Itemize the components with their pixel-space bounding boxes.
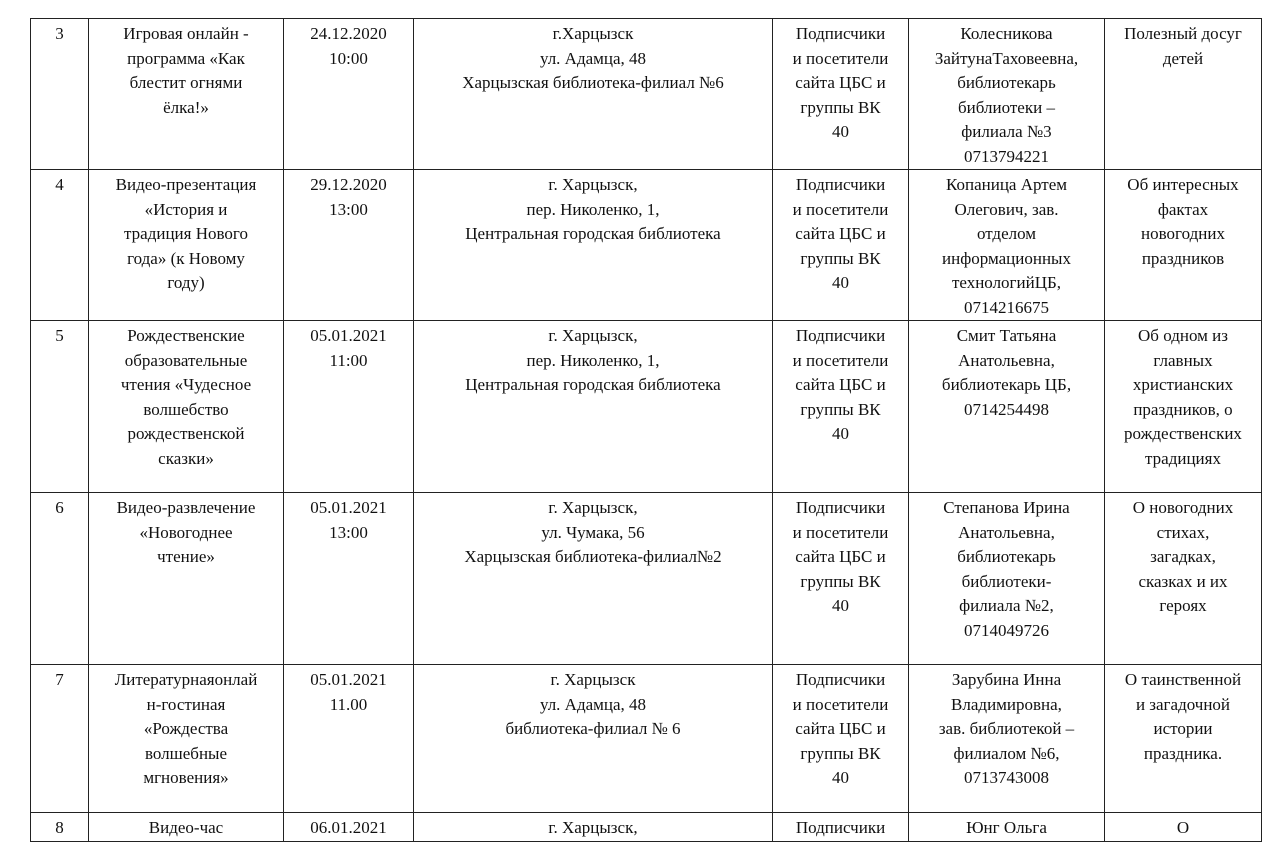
event-datetime-cell: 05.01.2021 11.00: [284, 665, 414, 813]
event-datetime-cell: 06.01.2021: [284, 813, 414, 842]
table-row: [31, 493, 1262, 665]
event-audience-cell: Подписчики: [773, 813, 909, 842]
table-row: [31, 321, 1262, 493]
event-place-cell: г. Харцызск, пер. Николенко, 1, Центральная городская библиотека: [414, 321, 773, 493]
event-audience-cell: Подписчики и посетители сайта ЦБС и группы ВК 40: [773, 493, 909, 665]
event-title-cell: Видео-презентация «История и традиция Нового года» (к Новому году): [89, 170, 284, 321]
event-note-cell: О таинственной и загадочной истории праздника.: [1105, 665, 1262, 813]
table-row: [31, 813, 1262, 842]
event-note-cell: Об одном из главных христианских праздников, о рождественских традициях: [1105, 321, 1262, 493]
events-table: [30, 18, 1262, 842]
event-responsible-cell: Копаница Артем Олегович, зав. отделом информационных технологийЦБ, 0714216675: [909, 170, 1105, 321]
event-datetime-cell: 29.12.2020 13:00: [284, 170, 414, 321]
event-responsible-cell: Степанова Ирина Анатольевна, библиотекарь библиотеки- филиала №2, 0714049726: [909, 493, 1105, 665]
row-number-cell: 4: [31, 170, 89, 321]
table-row: [31, 19, 1262, 170]
row-number-cell: 6: [31, 493, 89, 665]
event-note-cell: Полезный досуг детей: [1105, 19, 1262, 170]
event-note-cell: Об интересных фактах новогодних праздников: [1105, 170, 1262, 321]
event-note-cell: О новогодних стихах, загадках, сказках и их героях: [1105, 493, 1262, 665]
event-responsible-cell: Смит Татьяна Анатольевна, библиотекарь ЦБ, 0714254498: [909, 321, 1105, 493]
event-datetime-cell: 05.01.2021 13:00: [284, 493, 414, 665]
event-audience-cell: Подписчики и посетители сайта ЦБС и группы ВК 40: [773, 170, 909, 321]
event-audience-cell: Подписчики и посетители сайта ЦБС и группы ВК 40: [773, 665, 909, 813]
event-note-cell: О: [1105, 813, 1262, 842]
event-audience-cell: Подписчики и посетители сайта ЦБС и группы ВК 40: [773, 321, 909, 493]
event-place-cell: г. Харцызск,: [414, 813, 773, 842]
event-title-cell: Игровая онлайн - программа «Как блестит огнями ёлка!»: [89, 19, 284, 170]
event-place-cell: г.Харцызск ул. Адамца, 48 Харцызская библиотека-филиал №6: [414, 19, 773, 170]
row-number-cell: 3: [31, 19, 89, 170]
event-title-cell: Видео-развлечение «Новогоднее чтение»: [89, 493, 284, 665]
event-datetime-cell: 24.12.2020 10:00: [284, 19, 414, 170]
table-row: [31, 170, 1262, 321]
event-place-cell: г. Харцызск ул. Адамца, 48 библиотека-филиал № 6: [414, 665, 773, 813]
event-responsible-cell: Юнг Ольга: [909, 813, 1105, 842]
event-title-cell: Видео-час: [89, 813, 284, 842]
event-responsible-cell: Зарубина Инна Владимировна, зав. библиотекой – филиалом №6, 0713743008: [909, 665, 1105, 813]
event-datetime-cell: 05.01.2021 11:00: [284, 321, 414, 493]
row-number-cell: 7: [31, 665, 89, 813]
event-place-cell: г. Харцызск, ул. Чумака, 56 Харцызская библиотека-филиал№2: [414, 493, 773, 665]
event-title-cell: Рождественские образовательные чтения «Чудесное волшебство рождественской сказки»: [89, 321, 284, 493]
row-number-cell: 5: [31, 321, 89, 493]
row-number-cell: 8: [31, 813, 89, 842]
event-audience-cell: Подписчики и посетители сайта ЦБС и группы ВК 40: [773, 19, 909, 170]
event-title-cell: Литературнаяонлай н-гостиная «Рождества волшебные мгновения»: [89, 665, 284, 813]
event-responsible-cell: Колесникова ЗайтунаТаховеевна, библиотекарь библиотеки – филиала №3 0713794221: [909, 19, 1105, 170]
event-place-cell: г. Харцызск, пер. Николенко, 1, Центральная городская библиотека: [414, 170, 773, 321]
table-row: [31, 665, 1262, 813]
